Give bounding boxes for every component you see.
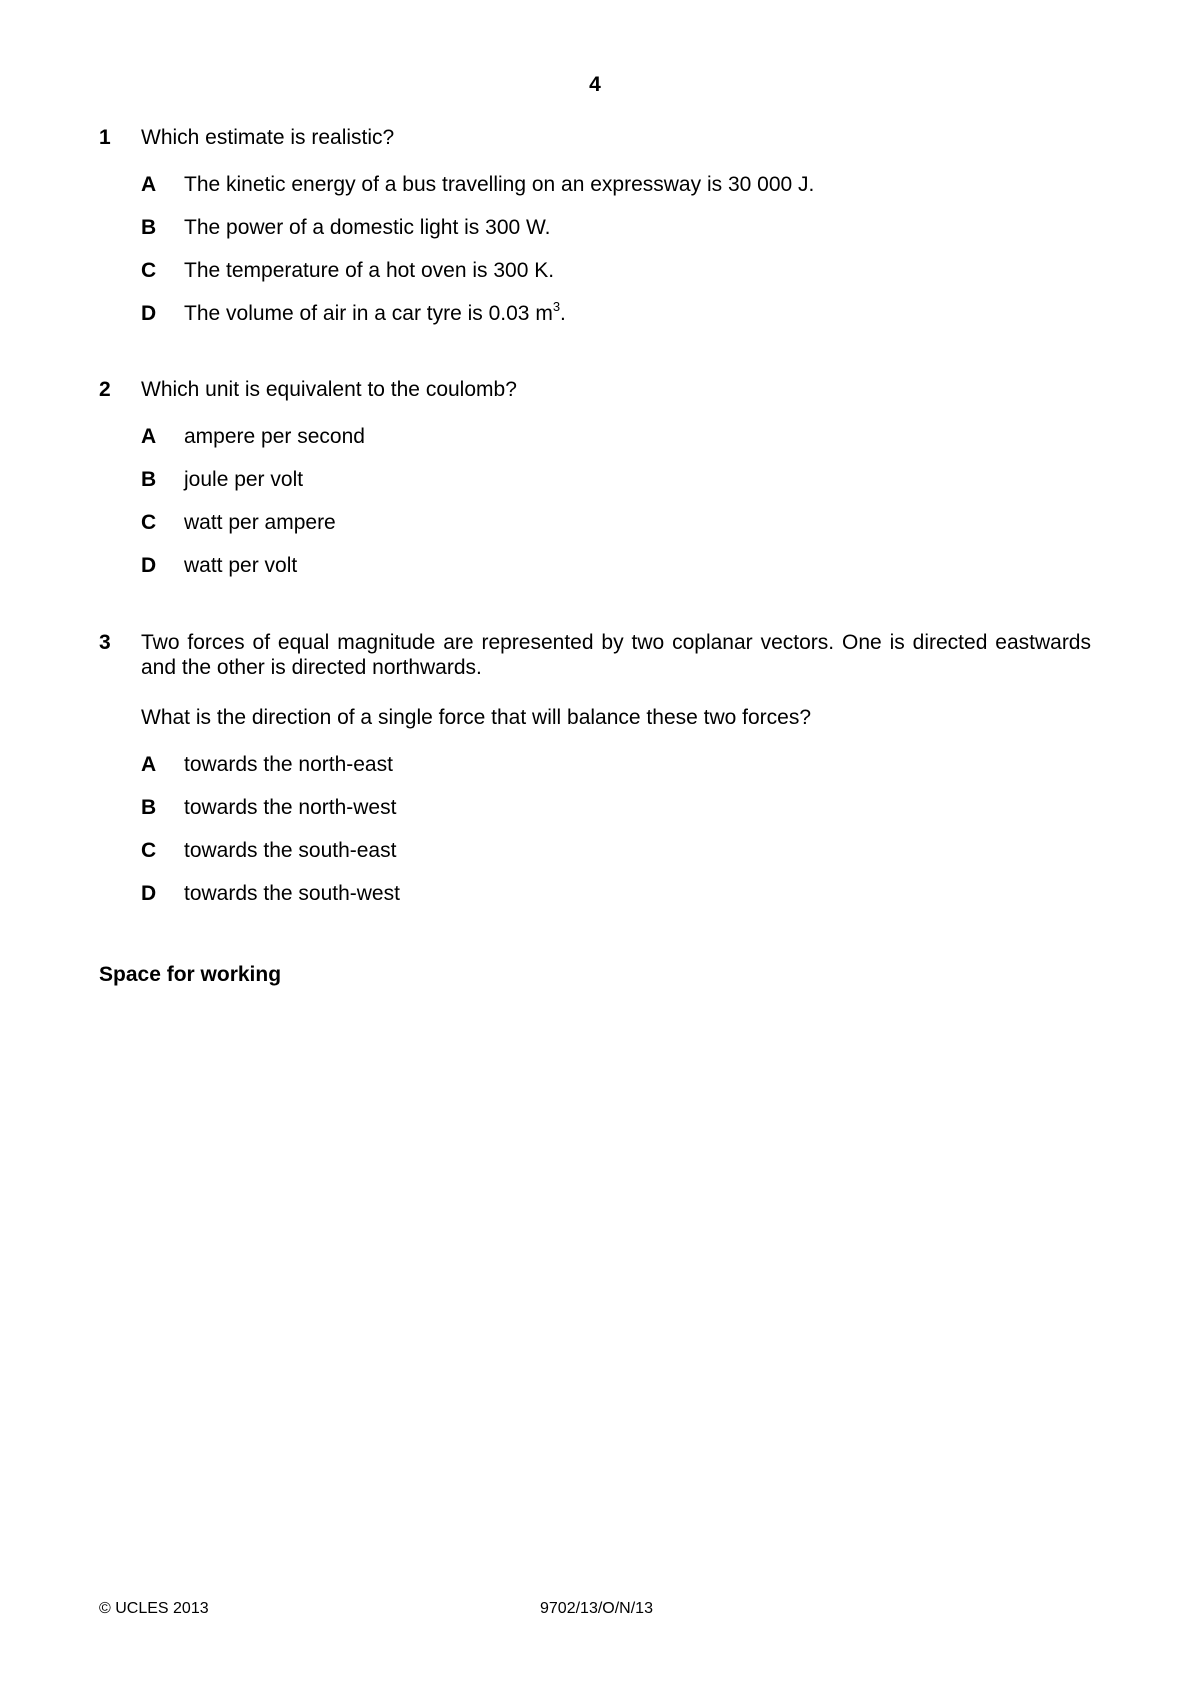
option-letter: C	[141, 511, 157, 534]
space-for-working-label: Space for working	[99, 963, 282, 986]
superscript: 3	[552, 299, 561, 314]
option-text: watt per ampere	[184, 511, 336, 534]
option-letter: B	[141, 216, 157, 239]
question-text: Two forces of equal magnitude are represented by two coplanar vectors. One is directed eastwards and the other is directed northwards.	[141, 631, 1091, 679]
option-text-with-superscript	[184, 301, 566, 328]
option-letter: A	[141, 753, 157, 776]
page-number: 4	[589, 73, 601, 96]
option-text: ampere per second	[184, 425, 365, 448]
option-text: joule per volt	[184, 468, 304, 491]
footer-copyright: © UCLES 2013	[99, 1600, 209, 1617]
question-number: 1	[99, 126, 111, 149]
option-suffix: .	[560, 302, 566, 325]
question-text: Which unit is equivalent to the coulomb?	[141, 378, 517, 401]
option-text: The volume of air in a car tyre is 0.03 m	[184, 302, 553, 325]
option-letter: C	[141, 259, 157, 282]
option-text: The kinetic energy of a bus travelling on an expressway is 30 000 J.	[184, 173, 815, 196]
option-text: The temperature of a hot oven is 300 K.	[184, 259, 555, 282]
option-text: towards the south-west	[184, 882, 400, 905]
option-letter: C	[141, 839, 157, 862]
question-subtext: What is the direction of a single force that will balance these two forces?	[141, 706, 812, 729]
option-text: towards the north-east	[184, 753, 393, 776]
option-text: towards the south-east	[184, 839, 397, 862]
question-number: 3	[99, 631, 111, 654]
option-letter: D	[141, 554, 157, 577]
question-number: 2	[99, 378, 111, 401]
option-letter: B	[141, 468, 157, 491]
option-text: The power of a domestic light is 300 W.	[184, 216, 551, 239]
option-letter: B	[141, 796, 157, 819]
option-text: watt per volt	[184, 554, 298, 577]
option-text: towards the north-west	[184, 796, 397, 819]
option-letter: A	[141, 425, 157, 448]
option-letter: A	[141, 173, 157, 196]
option-letter: D	[141, 302, 157, 325]
question-text: Which estimate is realistic?	[141, 126, 395, 149]
footer-paper-code: 9702/13/O/N/13	[540, 1600, 653, 1617]
option-letter: D	[141, 882, 157, 905]
